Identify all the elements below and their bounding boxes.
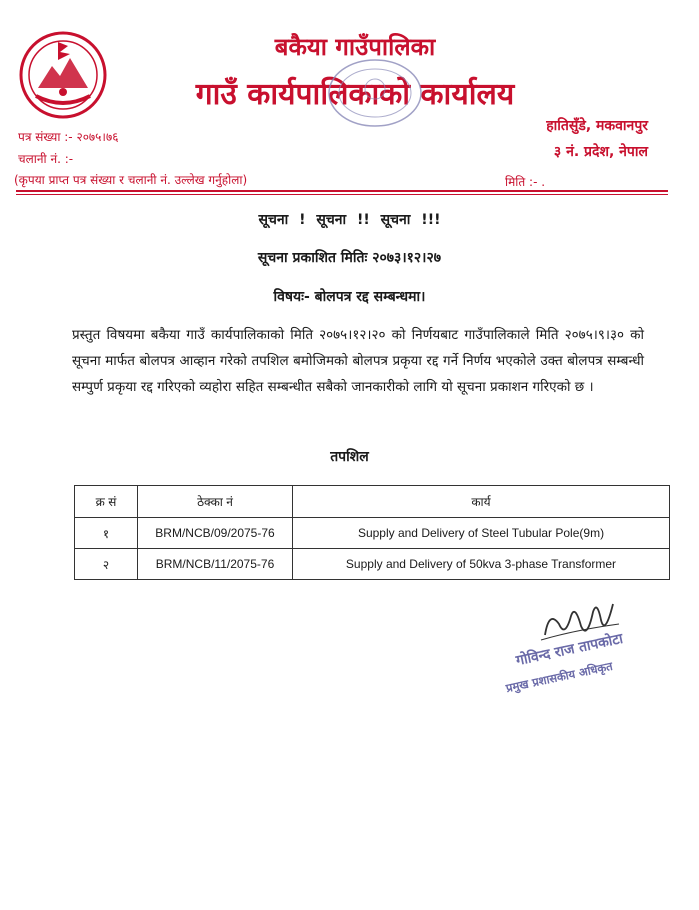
tender-table xyxy=(74,485,670,580)
col-serial-header: क्र सं xyxy=(75,486,138,518)
row-work: Supply and Delivery of 50kva 3-phase Transformer xyxy=(293,549,670,580)
reference-note: (कृपया प्राप्त पत्र संख्या र चलानी नं. उल्लेख गर्नुहोला) xyxy=(14,173,248,187)
published-date: सूचना प्रकाशित मितिः २०७३।१२।२७ xyxy=(257,250,442,266)
municipality-name: बकैया गाउँपालिका xyxy=(274,33,436,61)
col-work-header: कार्य xyxy=(293,486,670,518)
signatory-name: गोविन्द राज तापकोटा xyxy=(514,630,625,670)
notice-subject: विषयः- बोलपत्र रद्द सम्बन्धमा। xyxy=(273,289,426,305)
office-name: गाउँ कार्यपालिकाको कार्यालय xyxy=(195,77,515,112)
row-work: Supply and Delivery of Steel Tubular Pole(9m) xyxy=(293,518,670,549)
notice-title: सूचना ! सूचना !! सूचना !!! xyxy=(258,212,441,228)
col-contract-header: ठेक्का नं xyxy=(138,486,293,518)
dispatch-number: चलानी नं. :- xyxy=(18,152,74,166)
table-row xyxy=(75,518,670,549)
row-serial: २ xyxy=(75,549,138,580)
header-divider-thin xyxy=(16,194,668,195)
signatory-title: प्रमुख प्रशासकीय अधिकृत xyxy=(504,658,614,696)
row-contract-no: BRM/NCB/11/2075-76 xyxy=(138,549,293,580)
nepal-emblem-icon xyxy=(18,30,108,120)
table-header-row xyxy=(75,486,670,518)
row-serial: १ xyxy=(75,518,138,549)
address-line-2: ३ नं. प्रदेश, नेपाल xyxy=(553,144,648,160)
reference-number: पत्र संख्या :- २०७५।७६ xyxy=(18,130,119,144)
date-label: मिति :- . xyxy=(505,175,546,189)
office-stamp-icon xyxy=(325,55,425,130)
header-divider xyxy=(16,190,668,192)
schedule-heading: तपशिल xyxy=(330,449,369,465)
notice-body: प्रस्तुत विषयमा बकैया गाउँ कार्यपालिकाको मिति २०७५।१२।२० को निर्णयबाट गाउँपालिकाले मिति २०७५।९।३० को सूचना मार्फत बोलपत्र आव्हान गरेको तपशिल बमोजिमको बोलपत्र प्रकृया रद्द गर्ने निर्णय भएकोले उक्त बोलपत्र सम्बन्धी सम्पुर्ण प्रकृया रद्द गरिएको व्यहोरा सहित सम्बन्धीत सबैको जानकारीको लागि यो सूचना प्रकाशन गरिएको छ । xyxy=(72,327,644,395)
row-contract-no: BRM/NCB/09/2075-76 xyxy=(138,518,293,549)
address-line-1: हातिसुँडे, मकवानपुर xyxy=(546,118,648,134)
table-row xyxy=(75,549,670,580)
